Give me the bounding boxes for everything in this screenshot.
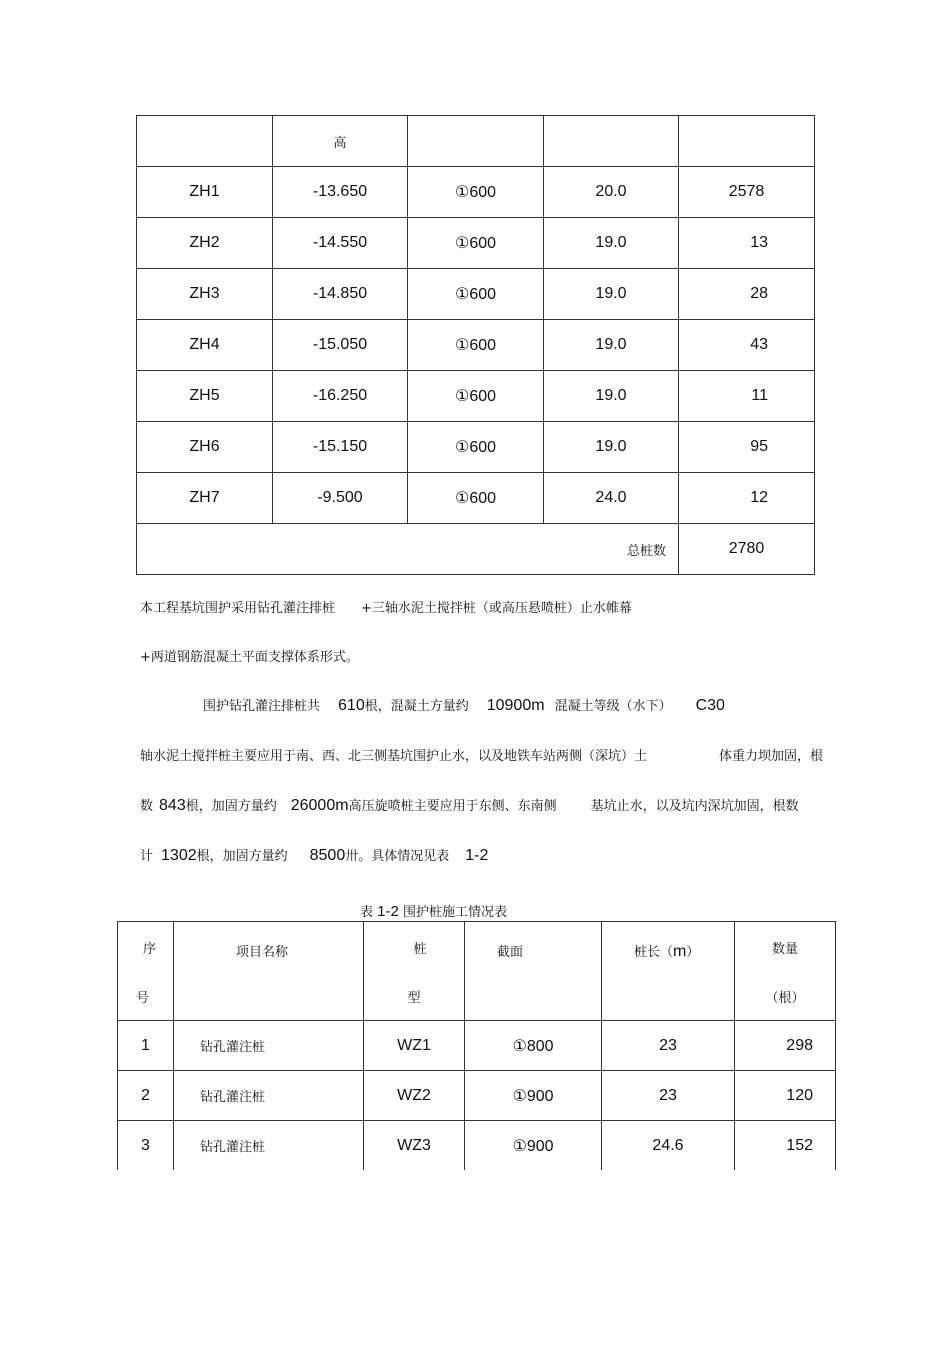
pile-count: 43: [679, 320, 815, 371]
table-header-row: [137, 116, 815, 167]
pile-length: 20.0: [544, 167, 679, 218]
header-length-unit: m: [673, 943, 687, 960]
header-length: [602, 922, 735, 1021]
text-segment: 根，混凝土方量约: [364, 699, 469, 714]
pile-id: ZH1: [137, 167, 273, 218]
pile-id: ZH7: [137, 473, 273, 524]
table-row: [118, 1021, 836, 1071]
pile-length: 24.0: [544, 473, 679, 524]
text-segment: 843: [159, 797, 186, 814]
table-caption: [360, 901, 507, 920]
elevation: -13.650: [273, 167, 408, 218]
table-row: [137, 473, 815, 524]
paragraph-line-4: [140, 745, 823, 764]
table-row: [137, 320, 815, 371]
pile-length: 19.0: [544, 218, 679, 269]
text-segment: C30: [695, 697, 725, 714]
row-length: 24.6: [602, 1121, 735, 1171]
elevation: -15.050: [273, 320, 408, 371]
elevation: -14.850: [273, 269, 408, 320]
pile-length: 19.0: [544, 269, 679, 320]
table-header-row: [118, 922, 836, 1021]
text-segment: 本工程基坑围护采用钻孔灌注排桩: [140, 601, 336, 616]
pile-count: 13: [679, 218, 815, 269]
text-segment: 数: [140, 799, 154, 814]
pile-id: ZH4: [137, 320, 273, 371]
elevation: -14.550: [273, 218, 408, 269]
paragraph-line-1: [140, 597, 632, 616]
row-seq: 1: [118, 1021, 174, 1071]
text-segment: 1302: [161, 847, 197, 864]
text-segment: 10900m: [486, 697, 545, 714]
row-section: ①900: [465, 1121, 602, 1171]
header-length-close: ）: [686, 945, 700, 960]
diameter: ①600: [408, 422, 544, 473]
text-segment: 根，加固方量约: [196, 849, 288, 864]
text-segment: 围护钻孔灌注排桩共: [203, 699, 321, 714]
row-seq: 2: [118, 1071, 174, 1121]
text-segment: 计: [140, 849, 154, 864]
row-qty: 120: [735, 1071, 836, 1121]
header-name-label: 项目名称: [236, 945, 289, 960]
header-section: [465, 922, 602, 1021]
total-label: 总桩数: [137, 524, 679, 575]
header-type-top: 桩: [413, 942, 427, 957]
text-segment: 高压旋喷桩主要应用于东侧、东南侧: [348, 799, 557, 814]
caption-prefix: 表: [360, 905, 374, 920]
row-seq: 3: [118, 1121, 174, 1171]
header-type-bottom: 型: [407, 991, 421, 1006]
table-row: [137, 218, 815, 269]
caption-number: 1-2: [377, 903, 399, 920]
pile-count: 2578: [679, 167, 815, 218]
total-row: [137, 524, 815, 575]
header-cell: [679, 116, 815, 167]
diameter: ①600: [408, 320, 544, 371]
table-row: [137, 167, 815, 218]
caption-title: 围护桩施工情况表: [402, 905, 507, 920]
pile-length: 19.0: [544, 422, 679, 473]
pile-count: 12: [679, 473, 815, 524]
row-section: ①900: [465, 1071, 602, 1121]
header-qty-bottom: （根）: [765, 991, 805, 1006]
diameter: ①600: [408, 371, 544, 422]
text-segment: 8500: [309, 847, 346, 864]
text-segment: 混凝土等级（水下）: [554, 699, 672, 714]
text-segment: 卅。具体情况见表: [345, 849, 450, 864]
text-segment: +三轴水泥土搅拌桩（或高压悬喷桩）止水帷幕: [361, 601, 632, 616]
row-type: WZ2: [364, 1071, 465, 1121]
header-cell: [137, 116, 273, 167]
paragraph-line-2: [140, 646, 359, 665]
paragraph-line-3: [203, 695, 725, 715]
pile-count: 11: [679, 371, 815, 422]
header-type: [364, 922, 465, 1021]
pile-id: ZH3: [137, 269, 273, 320]
header-qty: [735, 922, 836, 1021]
header-section-label: 截面: [497, 945, 524, 960]
elevation: -15.150: [273, 422, 408, 473]
diameter: ①600: [408, 218, 544, 269]
header-seq-bottom: 号: [136, 991, 150, 1006]
diameter: ①600: [408, 473, 544, 524]
table-row: [118, 1121, 836, 1171]
header-cell: 高: [273, 116, 408, 167]
text-segment: 基坑止水，以及坑内深坑加固，根数: [590, 799, 799, 814]
header-seq: [118, 922, 174, 1021]
text-segment: 轴水泥土搅拌桩主要应用于南、西、北三侧基坑围护止水，以及地铁车站两侧（深坑）土: [140, 749, 648, 764]
header-qty-top: 数量: [771, 942, 798, 957]
paragraph-line-6: [140, 845, 488, 865]
header-cell: [544, 116, 679, 167]
header-name: [174, 922, 364, 1021]
elevation: -16.250: [273, 371, 408, 422]
row-name: 钻孔灌注桩: [174, 1071, 364, 1121]
row-length: 23: [602, 1071, 735, 1121]
table-row: [137, 269, 815, 320]
elevation: -9.500: [273, 473, 408, 524]
pile-length: 19.0: [544, 371, 679, 422]
row-qty: 298: [735, 1021, 836, 1071]
header-cell: [408, 116, 544, 167]
diameter: ①600: [408, 167, 544, 218]
pile-length: 19.0: [544, 320, 679, 371]
row-name: 钻孔灌注桩: [174, 1021, 364, 1071]
row-section: ①800: [465, 1021, 602, 1071]
table-row: [137, 371, 815, 422]
table-row: [137, 422, 815, 473]
paragraph-line-5: [140, 795, 799, 815]
row-type: WZ3: [364, 1121, 465, 1171]
header-seq-top: 序: [142, 942, 156, 957]
table-row: [118, 1071, 836, 1121]
text-segment: 1-2: [465, 847, 489, 864]
pile-count: 28: [679, 269, 815, 320]
pile-table-1: [136, 115, 815, 575]
text-segment: 26000m: [290, 797, 349, 814]
row-qty: 152: [735, 1121, 836, 1171]
pile-count: 95: [679, 422, 815, 473]
row-name: 钻孔灌注桩: [174, 1121, 364, 1171]
diameter: ①600: [408, 269, 544, 320]
header-length-label: [602, 941, 734, 961]
header-length-text: 桩长（: [634, 945, 674, 960]
text-segment: 根，加固方量约: [185, 799, 277, 814]
pile-table-2: [117, 921, 836, 1170]
row-type: WZ1: [364, 1021, 465, 1071]
text-segment: 610: [338, 697, 365, 714]
pile-id: ZH5: [137, 371, 273, 422]
total-value: 2780: [679, 524, 815, 575]
text-segment: 体重力坝加固，根: [719, 749, 824, 764]
pile-id: ZH6: [137, 422, 273, 473]
row-length: 23: [602, 1021, 735, 1071]
text-segment: +两道钢筋混凝土平面支撑体系形式。: [140, 650, 359, 665]
pile-id: ZH2: [137, 218, 273, 269]
